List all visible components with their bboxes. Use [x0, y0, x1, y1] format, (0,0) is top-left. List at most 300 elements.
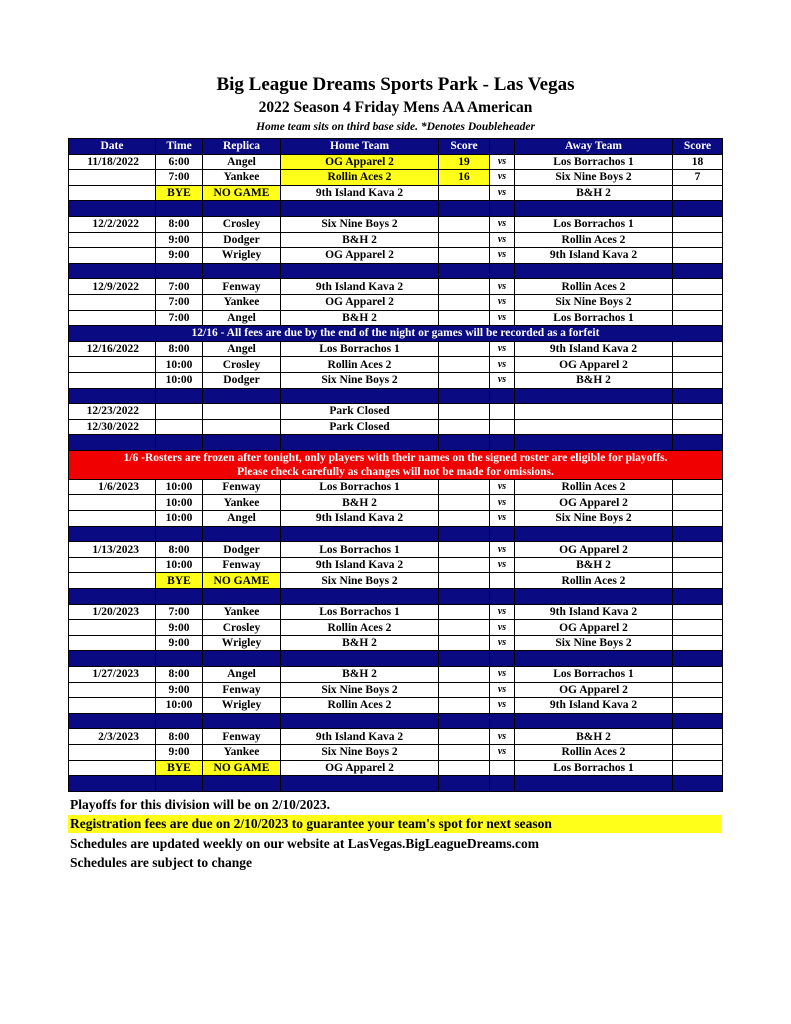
game-row — [69, 294, 723, 310]
away-score-cell — [673, 216, 723, 232]
time-cell: 10:00 — [156, 479, 203, 495]
vs-cell — [490, 404, 515, 420]
home-team-cell: Six Nine Boys 2 — [281, 216, 439, 232]
replica-cell: Crosley — [203, 216, 281, 232]
game-row — [69, 185, 723, 201]
replica-cell: NO GAME — [203, 573, 281, 589]
game-row — [69, 479, 723, 495]
date-cell: 12/30/2022 — [69, 419, 156, 435]
time-cell: 7:00 — [156, 294, 203, 310]
separator-cell — [673, 651, 723, 667]
home-score-cell — [439, 604, 490, 620]
game-row — [69, 372, 723, 388]
date-cell — [69, 620, 156, 636]
separator-cell — [439, 201, 490, 217]
time-cell: 9:00 — [156, 232, 203, 248]
date-cell — [69, 635, 156, 651]
away-score-cell — [673, 248, 723, 264]
away-score-cell — [673, 573, 723, 589]
away-score-cell — [673, 310, 723, 326]
website-note: Schedules are updated weekly on our website at LasVegas.BigLeagueDreams.com — [70, 836, 540, 851]
doubleheader-note: Home team sits on third base side. *Denotes Doubleheader — [256, 121, 535, 133]
replica-cell — [203, 419, 281, 435]
away-score-cell: 18 — [673, 154, 723, 170]
separator-cell — [515, 201, 673, 217]
time-cell: 6:00 — [156, 154, 203, 170]
away-score-cell — [673, 185, 723, 201]
replica-cell: Angel — [203, 667, 281, 683]
away-team-cell: Los Borrachos 1 — [515, 154, 673, 170]
home-team-cell: Rollin Aces 2 — [281, 170, 439, 186]
separator-cell — [439, 713, 490, 729]
date-cell: 11/18/2022 — [69, 154, 156, 170]
home-team-cell: OG Apparel 2 — [281, 760, 439, 776]
replica-cell: Yankee — [203, 495, 281, 511]
separator-cell — [281, 651, 439, 667]
home-team-cell: B&H 2 — [281, 232, 439, 248]
time-cell: 9:00 — [156, 620, 203, 636]
date-cell — [69, 248, 156, 264]
away-team-cell: OG Apparel 2 — [515, 682, 673, 698]
home-team-cell: B&H 2 — [281, 667, 439, 683]
time-cell: 10:00 — [156, 357, 203, 373]
registration-note: Registration fees are due on 2/10/2023 to guarantee your team's spot for next season — [68, 815, 721, 833]
away-score-cell — [673, 729, 723, 745]
replica-cell: Fenway — [203, 279, 281, 295]
separator-cell — [673, 388, 723, 404]
away-score-cell — [673, 667, 723, 683]
separator-cell — [156, 526, 203, 542]
home-team-cell: B&H 2 — [281, 495, 439, 511]
separator-cell — [281, 435, 439, 451]
away-team-cell: Los Borrachos 1 — [515, 216, 673, 232]
game-row — [69, 682, 723, 698]
separator-row — [69, 526, 723, 542]
away-score-cell — [673, 635, 723, 651]
home-team-cell: B&H 2 — [281, 635, 439, 651]
away-team-cell: 9th Island Kava 2 — [515, 604, 673, 620]
home-team-cell: Rollin Aces 2 — [281, 357, 439, 373]
away-score-cell — [673, 760, 723, 776]
home-score-cell — [439, 542, 490, 558]
separator-cell — [281, 589, 439, 605]
header-time: Time — [156, 139, 203, 155]
date-cell — [69, 557, 156, 573]
home-team-cell: 9th Island Kava 2 — [281, 279, 439, 295]
date-cell — [69, 294, 156, 310]
away-team-cell: Rollin Aces 2 — [515, 573, 673, 589]
home-score-cell — [439, 573, 490, 589]
date-cell: 12/2/2022 — [69, 216, 156, 232]
home-score-cell — [439, 248, 490, 264]
header-home-team: Home Team — [281, 139, 439, 155]
separator-cell — [69, 589, 156, 605]
vs-cell: vs — [490, 357, 515, 373]
vs-cell: vs — [490, 170, 515, 186]
header-home-score: Score — [439, 139, 490, 155]
home-team-cell: 9th Island Kava 2 — [281, 557, 439, 573]
time-cell: 9:00 — [156, 744, 203, 760]
separator-cell — [203, 776, 281, 792]
away-team-cell: 9th Island Kava 2 — [515, 341, 673, 357]
separator-cell — [490, 526, 515, 542]
game-row — [69, 604, 723, 620]
separator-cell — [490, 435, 515, 451]
game-row — [69, 232, 723, 248]
date-cell — [69, 310, 156, 326]
replica-cell: Wrigley — [203, 698, 281, 714]
table-header-row — [69, 139, 723, 155]
away-score-cell — [673, 682, 723, 698]
header-replica: Replica — [203, 139, 281, 155]
separator-cell — [203, 526, 281, 542]
home-team-cell: Park Closed — [281, 419, 439, 435]
time-cell: 7:00 — [156, 310, 203, 326]
away-team-cell: Rollin Aces 2 — [515, 232, 673, 248]
away-score-cell — [673, 479, 723, 495]
playoffs-note: Playoffs for this division will be on 2/10/2023. — [70, 797, 331, 812]
separator-cell — [281, 776, 439, 792]
time-cell: 10:00 — [156, 557, 203, 573]
game-row — [69, 729, 723, 745]
separator-cell — [673, 201, 723, 217]
date-cell — [69, 573, 156, 589]
away-team-cell: B&H 2 — [515, 185, 673, 201]
game-row — [69, 310, 723, 326]
time-cell: 10:00 — [156, 372, 203, 388]
away-score-cell — [673, 604, 723, 620]
game-row — [69, 404, 723, 420]
game-row — [69, 170, 723, 186]
replica-cell: NO GAME — [203, 760, 281, 776]
replica-cell: Fenway — [203, 479, 281, 495]
date-cell — [69, 511, 156, 527]
time-cell: 8:00 — [156, 667, 203, 683]
home-team-cell: Rollin Aces 2 — [281, 698, 439, 714]
separator-cell — [439, 388, 490, 404]
vs-cell: vs — [490, 294, 515, 310]
vs-cell: vs — [490, 744, 515, 760]
replica-cell — [203, 404, 281, 420]
away-team-cell: B&H 2 — [515, 557, 673, 573]
roster-alert-line: 1/6 -Rosters are frozen after tonight, only players with their names on the signed roster are eligible for playoffs. — [123, 451, 668, 464]
vs-cell: vs — [490, 729, 515, 745]
separator-cell — [515, 713, 673, 729]
game-row — [69, 248, 723, 264]
away-score-cell — [673, 557, 723, 573]
date-cell: 1/27/2023 — [69, 667, 156, 683]
schedule-body — [69, 154, 723, 791]
home-score-cell — [439, 232, 490, 248]
vs-cell: vs — [490, 310, 515, 326]
replica-cell: Yankee — [203, 170, 281, 186]
separator-row — [69, 651, 723, 667]
separator-cell — [281, 526, 439, 542]
home-score-cell — [439, 341, 490, 357]
away-team-cell: B&H 2 — [515, 372, 673, 388]
date-cell: 1/13/2023 — [69, 542, 156, 558]
separator-cell — [156, 388, 203, 404]
game-row — [69, 760, 723, 776]
home-team-cell: Six Nine Boys 2 — [281, 573, 439, 589]
away-team-cell: Los Borrachos 1 — [515, 760, 673, 776]
away-score-cell — [673, 620, 723, 636]
separator-cell — [203, 651, 281, 667]
replica-cell: Yankee — [203, 744, 281, 760]
time-cell: 10:00 — [156, 511, 203, 527]
separator-cell — [515, 589, 673, 605]
away-score-cell — [673, 341, 723, 357]
away-score-cell — [673, 495, 723, 511]
time-cell: 8:00 — [156, 341, 203, 357]
separator-cell — [490, 651, 515, 667]
separator-cell — [203, 263, 281, 279]
vs-cell: vs — [490, 557, 515, 573]
separator-cell — [281, 713, 439, 729]
fees-note: 12/16 - All fees are due by the end of the night or games will be recorded as a forfeit — [69, 326, 723, 342]
date-cell: 12/9/2022 — [69, 279, 156, 295]
away-team-cell: Rollin Aces 2 — [515, 744, 673, 760]
separator-row — [69, 388, 723, 404]
date-cell — [69, 185, 156, 201]
time-cell: 8:00 — [156, 216, 203, 232]
replica-cell: Dodger — [203, 542, 281, 558]
separator-cell — [156, 651, 203, 667]
away-team-cell: OG Apparel 2 — [515, 542, 673, 558]
away-score-cell — [673, 372, 723, 388]
replica-cell: NO GAME — [203, 185, 281, 201]
away-team-cell: Los Borrachos 1 — [515, 667, 673, 683]
home-score-cell — [439, 279, 490, 295]
separator-cell — [439, 589, 490, 605]
game-row — [69, 635, 723, 651]
separator-cell — [515, 776, 673, 792]
date-cell — [69, 760, 156, 776]
separator-row — [69, 263, 723, 279]
vs-cell: vs — [490, 667, 515, 683]
vs-cell: vs — [490, 511, 515, 527]
separator-cell — [203, 201, 281, 217]
vs-cell: vs — [490, 479, 515, 495]
away-team-cell: 9th Island Kava 2 — [515, 698, 673, 714]
time-cell: BYE — [156, 760, 203, 776]
replica-cell: Yankee — [203, 604, 281, 620]
replica-cell: Angel — [203, 154, 281, 170]
time-cell: 9:00 — [156, 635, 203, 651]
separator-cell — [203, 435, 281, 451]
home-team-cell: 9th Island Kava 2 — [281, 185, 439, 201]
game-row — [69, 495, 723, 511]
separator-cell — [673, 589, 723, 605]
roster-alert — [69, 450, 723, 479]
away-score-cell — [673, 294, 723, 310]
vs-cell — [490, 419, 515, 435]
time-cell: 10:00 — [156, 698, 203, 714]
date-cell: 12/23/2022 — [69, 404, 156, 420]
separator-cell — [69, 263, 156, 279]
date-cell — [69, 682, 156, 698]
home-team-cell: Six Nine Boys 2 — [281, 372, 439, 388]
separator-cell — [156, 713, 203, 729]
vs-cell: vs — [490, 154, 515, 170]
time-cell — [156, 419, 203, 435]
date-cell — [69, 698, 156, 714]
home-team-cell: OG Apparel 2 — [281, 248, 439, 264]
home-team-cell: Los Borrachos 1 — [281, 479, 439, 495]
vs-cell: vs — [490, 216, 515, 232]
date-cell — [69, 372, 156, 388]
separator-cell — [69, 435, 156, 451]
away-team-cell: Six Nine Boys 2 — [515, 294, 673, 310]
replica-cell: Angel — [203, 341, 281, 357]
season-subtitle: 2022 Season 4 Friday Mens AA American — [258, 99, 533, 116]
replica-cell: Crosley — [203, 357, 281, 373]
away-score-cell — [673, 232, 723, 248]
game-row — [69, 419, 723, 435]
away-team-cell: Six Nine Boys 2 — [515, 170, 673, 186]
separator-row — [69, 435, 723, 451]
home-score-cell — [439, 495, 490, 511]
vs-cell: vs — [490, 635, 515, 651]
vs-cell: vs — [490, 232, 515, 248]
game-row — [69, 573, 723, 589]
header-vs — [490, 139, 515, 155]
home-team-cell: 9th Island Kava 2 — [281, 729, 439, 745]
separator-cell — [203, 713, 281, 729]
home-score-cell — [439, 760, 490, 776]
header-date: Date — [69, 139, 156, 155]
date-cell: 2/3/2023 — [69, 729, 156, 745]
vs-cell: vs — [490, 495, 515, 511]
vs-cell: vs — [490, 279, 515, 295]
away-team-cell: Six Nine Boys 2 — [515, 511, 673, 527]
header-away-score: Score — [673, 139, 723, 155]
home-team-cell: Six Nine Boys 2 — [281, 744, 439, 760]
separator-cell — [439, 435, 490, 451]
separator-cell — [515, 388, 673, 404]
home-score-cell — [439, 479, 490, 495]
separator-cell — [69, 776, 156, 792]
home-score-cell: 16 — [439, 170, 490, 186]
replica-cell: Fenway — [203, 557, 281, 573]
replica-cell: Crosley — [203, 620, 281, 636]
schedule-table — [68, 138, 723, 792]
date-cell — [69, 232, 156, 248]
game-row — [69, 357, 723, 373]
home-team-cell: Los Borrachos 1 — [281, 604, 439, 620]
separator-cell — [281, 388, 439, 404]
home-team-cell: Park Closed — [281, 404, 439, 420]
away-team-cell: B&H 2 — [515, 729, 673, 745]
separator-cell — [515, 526, 673, 542]
separator-cell — [69, 713, 156, 729]
home-score-cell — [439, 667, 490, 683]
date-cell: 12/16/2022 — [69, 341, 156, 357]
vs-cell — [490, 573, 515, 589]
home-team-cell: Los Borrachos 1 — [281, 542, 439, 558]
separator-cell — [69, 201, 156, 217]
replica-cell: Angel — [203, 310, 281, 326]
home-team-cell: Six Nine Boys 2 — [281, 682, 439, 698]
home-score-cell — [439, 404, 490, 420]
separator-cell — [156, 435, 203, 451]
separator-cell — [156, 776, 203, 792]
separator-cell — [69, 388, 156, 404]
home-team-cell: OG Apparel 2 — [281, 154, 439, 170]
game-row — [69, 620, 723, 636]
separator-cell — [203, 589, 281, 605]
away-score-cell — [673, 542, 723, 558]
vs-cell: vs — [490, 620, 515, 636]
replica-cell: Angel — [203, 511, 281, 527]
vs-cell: vs — [490, 341, 515, 357]
home-score-cell — [439, 698, 490, 714]
separator-cell — [439, 526, 490, 542]
away-score-cell — [673, 698, 723, 714]
separator-cell — [515, 435, 673, 451]
game-row — [69, 542, 723, 558]
home-score-cell — [439, 635, 490, 651]
roster-alert-line: Please check carefully as changes will not be made for omissions. — [237, 465, 554, 478]
time-cell: BYE — [156, 185, 203, 201]
separator-row — [69, 589, 723, 605]
header-away-team: Away Team — [515, 139, 673, 155]
home-score-cell: 19 — [439, 154, 490, 170]
separator-cell — [673, 263, 723, 279]
home-team-cell: 9th Island Kava 2 — [281, 511, 439, 527]
separator-cell — [673, 435, 723, 451]
away-score-cell: 7 — [673, 170, 723, 186]
date-cell: 1/6/2023 — [69, 479, 156, 495]
separator-cell — [490, 776, 515, 792]
home-score-cell — [439, 682, 490, 698]
replica-cell: Wrigley — [203, 248, 281, 264]
separator-row — [69, 713, 723, 729]
home-score-cell — [439, 744, 490, 760]
vs-cell: vs — [490, 372, 515, 388]
date-cell — [69, 495, 156, 511]
fees-note-row — [69, 326, 723, 342]
time-cell: 10:00 — [156, 495, 203, 511]
separator-cell — [439, 651, 490, 667]
separator-cell — [490, 263, 515, 279]
separator-cell — [156, 263, 203, 279]
away-score-cell — [673, 744, 723, 760]
game-row — [69, 698, 723, 714]
home-team-cell: Rollin Aces 2 — [281, 620, 439, 636]
away-team-cell: OG Apparel 2 — [515, 495, 673, 511]
roster-alert-row — [69, 450, 723, 479]
home-score-cell — [439, 557, 490, 573]
time-cell: 9:00 — [156, 682, 203, 698]
away-team-cell: Six Nine Boys 2 — [515, 635, 673, 651]
date-cell — [69, 744, 156, 760]
separator-cell — [515, 651, 673, 667]
replica-cell: Dodger — [203, 232, 281, 248]
away-team-cell — [515, 404, 673, 420]
separator-cell — [281, 263, 439, 279]
home-score-cell — [439, 310, 490, 326]
time-cell: 7:00 — [156, 279, 203, 295]
date-cell — [69, 170, 156, 186]
game-row — [69, 341, 723, 357]
separator-cell — [673, 526, 723, 542]
replica-cell: Fenway — [203, 682, 281, 698]
separator-cell — [156, 589, 203, 605]
separator-row — [69, 201, 723, 217]
home-score-cell — [439, 357, 490, 373]
away-team-cell: Rollin Aces 2 — [515, 479, 673, 495]
